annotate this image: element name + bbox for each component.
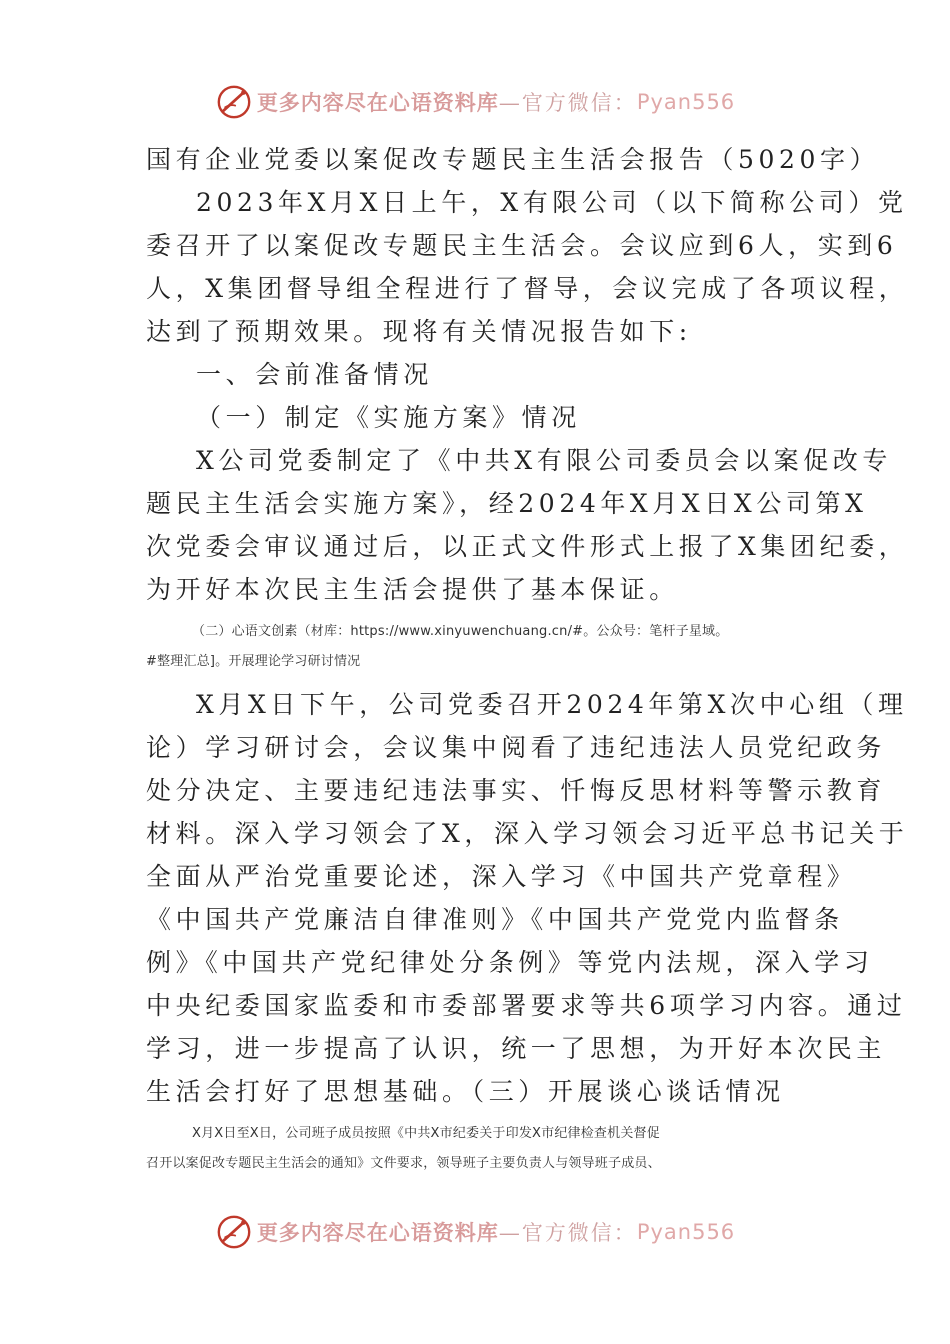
paragraph-line: 全面从严治党重要论述，深入学习《中国共产党章程》 bbox=[146, 862, 857, 891]
subsection-heading-small: （二）心语文创素（材库：https://www.xinyuwenchuang.cn/#。公众号：笔杆子星域。 bbox=[192, 624, 729, 639]
document-body bbox=[146, 138, 909, 1179]
paragraph-line: 题民主生活会实施方案》，经2024年X月X日X公司第X bbox=[146, 489, 868, 518]
paragraph-line: 生活会打好了思想基础。（三）开展谈心谈话情况 bbox=[146, 1077, 785, 1106]
paragraph-line: X公司党委制定了《中共X有限公司委员会以案促改专 bbox=[196, 446, 892, 475]
pen-logo-icon bbox=[215, 83, 253, 121]
paragraph-line: 2023年X月X日上午，X有限公司（以下简称公司）党 bbox=[196, 188, 908, 217]
subsection-heading: （一）制定《实施方案》情况 bbox=[196, 403, 581, 432]
paragraph-line: 材料。深入学习领会了X，深入学习领会习近平总书记关于 bbox=[146, 819, 909, 848]
footer-banner bbox=[0, 1210, 950, 1254]
paragraph-line: 《中国共产党廉洁自律准则》《中国共产党党内监督条 bbox=[146, 905, 844, 934]
header-banner bbox=[0, 80, 950, 124]
subsection-heading-small: #整理汇总]。开展理论学习研讨情况 bbox=[146, 654, 361, 669]
section-heading: 一、会前准备情况 bbox=[196, 360, 433, 389]
banner-wechat-id: Pyan556 bbox=[636, 1220, 736, 1244]
paragraph-line: 次党委会审议通过后，以正式文件形式上报了X集团纪委， bbox=[146, 532, 909, 561]
paragraph-line-small: 召开以案促改专题民主生活会的通知》文件要求，领导班子主要负责人与领导班子成员、 bbox=[146, 1156, 661, 1171]
paragraph-line: 处分决定、主要违纪违法事实、忏悔反思材料等警示教育 bbox=[146, 776, 887, 805]
paragraph-line: 委召开了以案促改专题民主生活会。会议应到6人，实到6 bbox=[146, 231, 898, 260]
paragraph-line: 人，X集团督导组全程进行了督导，会议完成了各项议程， bbox=[146, 274, 909, 303]
banner-wechat-id: Pyan556 bbox=[636, 90, 736, 114]
paragraph-line: 中央纪委国家监委和市委部署要求等共6项学习内容。通过 bbox=[146, 991, 907, 1020]
paragraph-line: 学习，进一步提高了认识，统一了思想，为开好本次民主 bbox=[146, 1034, 887, 1063]
banner-site-text: 更多内容尽在心语资料库 bbox=[256, 1220, 499, 1245]
banner-official-text: —官方微信： bbox=[498, 91, 637, 115]
banner-site-text: 更多内容尽在心语资料库 bbox=[256, 90, 499, 115]
document-title: 国有企业党委以案促改专题民主生活会报告（5020字） bbox=[146, 145, 880, 174]
paragraph-line: 例》《中国共产党纪律处分条例》等党内法规，深入学习 bbox=[146, 948, 874, 977]
banner-official-text: —官方微信： bbox=[498, 1221, 637, 1245]
paragraph-line: 达到了预期效果。现将有关情况报告如下: bbox=[146, 317, 692, 346]
paragraph-line-small: X月X日至X日，公司班子成员按照《中共X市纪委关于印发X市纪律检查机关督促 bbox=[192, 1126, 660, 1141]
paragraph-line: X月X日下午，公司党委召开2024年第X次中心组（理 bbox=[196, 690, 908, 719]
paragraph-line: 论）学习研讨会，会议集中阅看了违纪违法人员党纪政务 bbox=[146, 733, 887, 762]
paragraph-line: 为开好本次民主生活会提供了基本保证。 bbox=[146, 575, 679, 604]
pen-logo-icon bbox=[215, 1213, 253, 1251]
